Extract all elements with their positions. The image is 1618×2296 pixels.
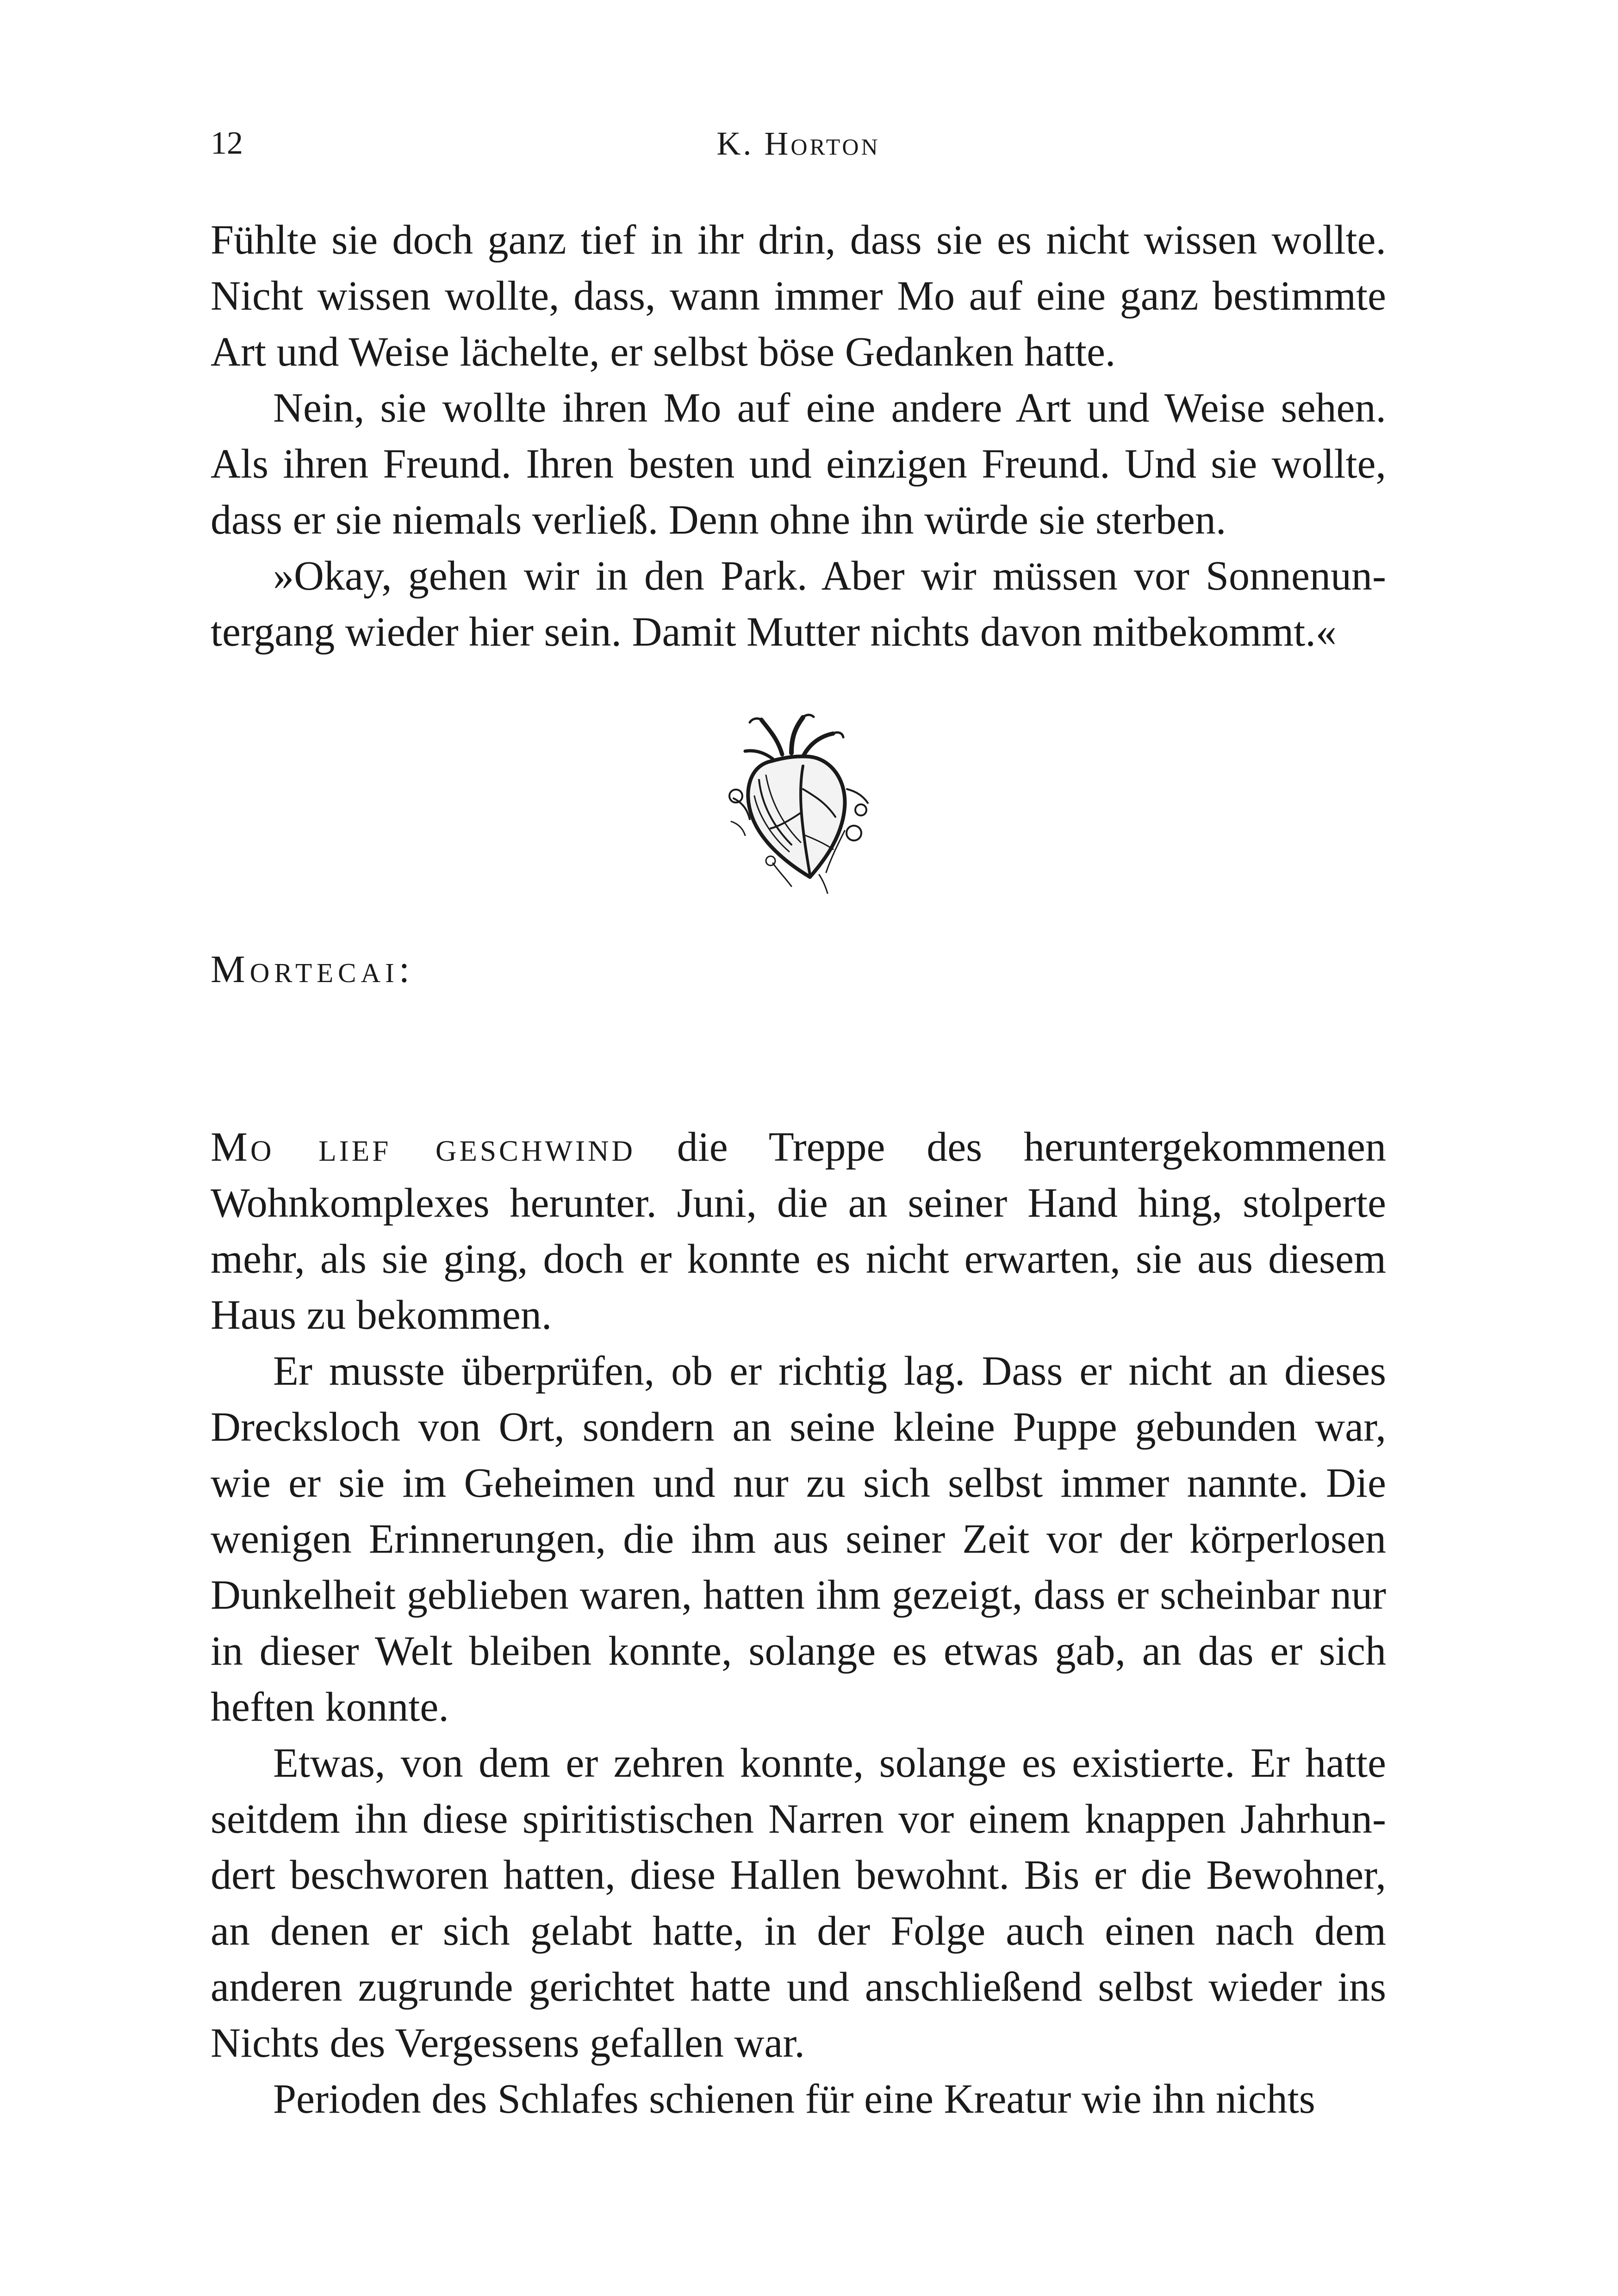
running-head-author: K. Horton bbox=[716, 125, 880, 162]
paragraph: »Okay, gehen wir in den Park. Aber wir müssen vor Sonnenuntergang wieder hier sein. Damit Mutter nichts davon mitbekommt.« bbox=[211, 553, 1386, 655]
lead-in-small-caps: Mo lief geschwind bbox=[211, 1124, 635, 1170]
section-1-text bbox=[211, 212, 1386, 660]
section-heading: Mortecai: bbox=[211, 948, 415, 991]
paragraph bbox=[211, 1119, 1386, 1343]
page-header bbox=[211, 118, 1386, 169]
paragraph: Perioden des Schlafes schienen für eine Kreatur wie ihn nichts bbox=[273, 2076, 1315, 2122]
section-2-text bbox=[211, 1119, 1386, 2127]
anatomical-heart-icon bbox=[722, 710, 875, 896]
page-number: 12 bbox=[211, 125, 243, 161]
paragraph: Er musste überprüfen, ob er richtig lag. Dass er nicht an dieses Drecksloch von Ort, sondern an seine kleine Puppe gebunden war, wie er sie im Geheimen und nur zu sich selbst immer nannte. Die wenigen Erinnerungen, die ihm aus seiner Zeit vor der körperlosen Dunkelheit geblieben waren, hatten ihm gezeigt, dass er scheinbar nur in dieser Welt bleiben konnte, solange es etwas gab, an das er sich heften konnte. bbox=[211, 1348, 1386, 1730]
paragraph: Etwas, von dem er zehren konnte, solange es existierte. Er hatte seitdem ihn diese spiritistischen Narren vor einem knappen Jahrhundert beschworen hatten, diese Hallen bewohnt. Bis er die Bewohner, an denen er sich gelabt hatte, in der Folge auch einen nach dem anderen zugrunde gerichtet hatte und anschließend selbst wieder ins Nichts des Vergessens gefallen war. bbox=[211, 1740, 1386, 2066]
paragraph-text: die Treppe des heruntergekommenen Wohnkomplexes herunter. Juni, die an seiner Hand hing, stolperte mehr, als sie ging, doch er konnte es nicht erwarten, sie aus diesem Haus zu bekommen. bbox=[211, 1124, 1386, 1338]
paragraph: Fühlte sie doch ganz tief in ihr drin, dass sie es nicht wissen wollte. Nicht wissen wollte, dass, wann immer Mo auf eine ganz bestimmte Art und Weise lächelte, er selbst böse Gedanken hatte. bbox=[211, 217, 1386, 375]
paragraph: Nein, sie wollte ihren Mo auf eine andere Art und Weise sehen. Als ihren Freund. Ihren besten und einzigen Freund. Und sie wollte, dass er sie niemals verließ. Denn ohne ihn würde sie sterben. bbox=[211, 385, 1386, 543]
